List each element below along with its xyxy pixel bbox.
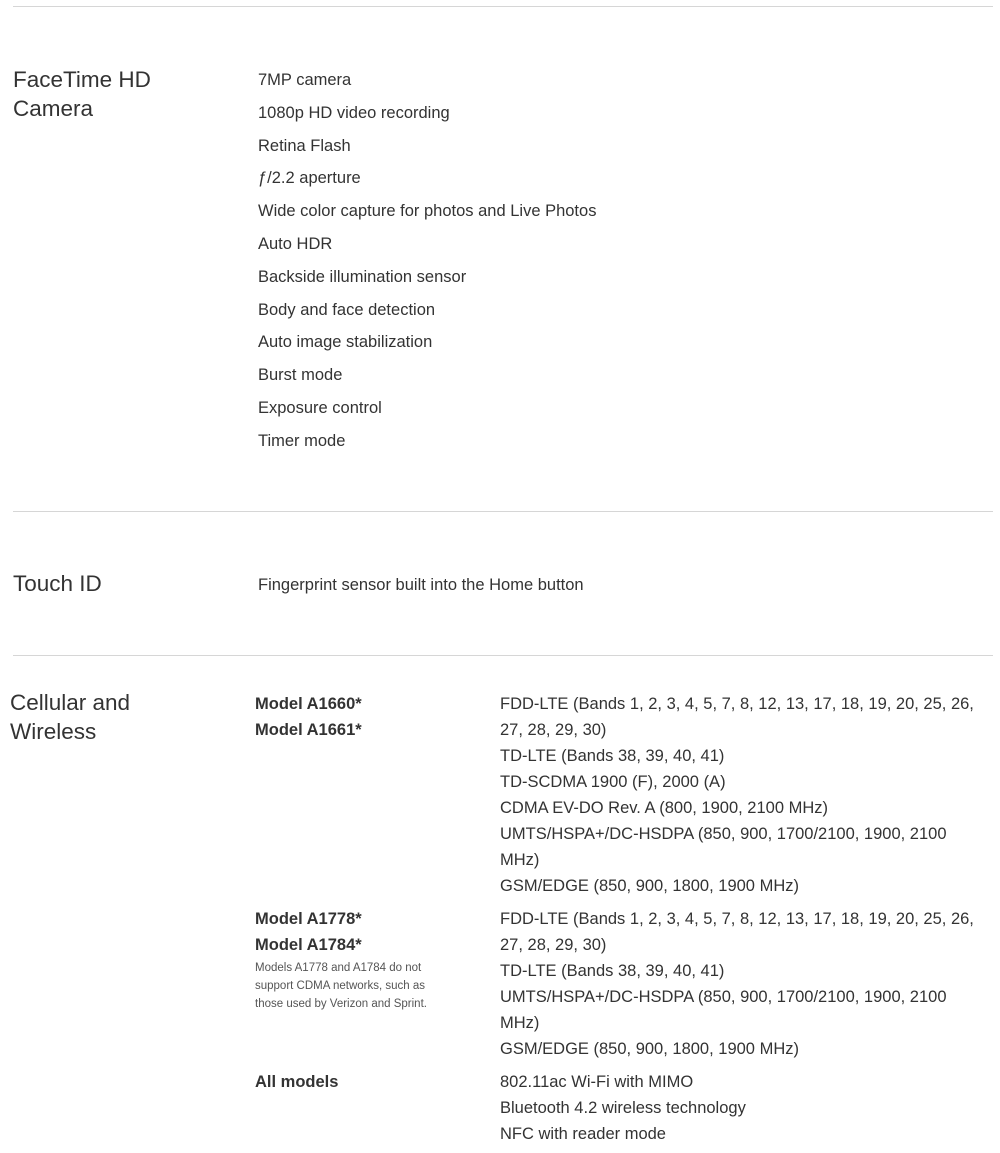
band-item: TD-LTE (Bands 38, 39, 40, 41) — [500, 962, 725, 980]
model-group-a1778-a1784 — [255, 906, 455, 1013]
band-list-all-models — [500, 1069, 980, 1147]
camera-spec-item: Auto HDR — [258, 234, 333, 253]
band-list-a1778-a1784 — [500, 906, 980, 1062]
camera-spec-item: Auto image stabilization — [258, 333, 433, 352]
camera-spec-item: Body and face detection — [258, 300, 436, 319]
band-item: GSM/EDGE (850, 900, 1800, 1900 MHz) — [500, 1040, 799, 1058]
camera-spec-item: Timer mode — [258, 431, 346, 450]
section-divider — [13, 511, 993, 512]
band-item: FDD-LTE (Bands 1, 2, 3, 4, 5, 7, 8, 12, 13, 17, 18, 19, 20, 25, 26, 27, 28, 29, 30) — [500, 910, 974, 954]
camera-spec-item: Backside illumination sensor — [258, 267, 467, 286]
camera-spec-item: 7MP camera — [258, 71, 352, 89]
camera-spec-item: Retina Flash — [258, 136, 351, 155]
band-list-a1660-a1661 — [500, 691, 980, 899]
model-name: Model A1661* — [255, 721, 362, 739]
band-item: Bluetooth 4.2 wireless technology — [500, 1099, 746, 1117]
model-name: All models — [255, 1073, 339, 1091]
model-group-all — [255, 1069, 338, 1095]
camera-spec-item: Wide color capture for photos and Live Photos — [258, 202, 597, 221]
touch-id-section-title: Touch ID — [13, 571, 102, 596]
model-group-a1660-a1661 — [255, 691, 362, 743]
camera-spec-item: Burst mode — [258, 366, 343, 385]
camera-spec-item: ƒ/2.2 aperture — [258, 169, 361, 188]
camera-spec-item: Exposure control — [258, 398, 382, 417]
band-item: UMTS/HSPA+/DC-HSDPA (850, 900, 1700/2100, 1900, 2100 MHz) — [500, 988, 947, 1032]
touch-id-spec-item: Fingerprint sensor built into the Home button — [258, 576, 584, 594]
model-name: Model A1778* — [255, 910, 362, 928]
band-item: CDMA EV-DO Rev. A (800, 1900, 2100 MHz) — [500, 799, 829, 817]
cellular-section-title: Cellular and Wireless — [10, 690, 131, 744]
model-name: Model A1784* — [255, 936, 362, 954]
band-item: TD-SCDMA 1900 (F), 2000 (A) — [500, 773, 726, 791]
camera-spec-item: 1080p HD video recording — [258, 103, 450, 122]
band-item: NFC with reader mode — [500, 1125, 666, 1143]
touch-id-spec-list — [258, 571, 584, 602]
section-divider-top — [13, 6, 993, 7]
camera-section-title: FaceTime HD Camera — [13, 67, 151, 121]
section-divider — [13, 655, 993, 656]
band-item: GSM/EDGE (850, 900, 1800, 1900 MHz) — [500, 877, 799, 895]
model-name: Model A1660* — [255, 695, 362, 713]
band-item: 802.11ac Wi-Fi with MIMO — [500, 1073, 694, 1091]
band-item: UMTS/HSPA+/DC-HSDPA (850, 900, 1700/2100, 1900, 2100 MHz) — [500, 825, 947, 869]
camera-spec-list — [258, 66, 596, 458]
band-item: FDD-LTE (Bands 1, 2, 3, 4, 5, 7, 8, 12, 13, 17, 18, 19, 20, 25, 26, 27, 28, 29, 30) — [500, 695, 974, 739]
band-item: TD-LTE (Bands 38, 39, 40, 41) — [500, 747, 725, 765]
model-footnote: Models A1778 and A1784 do not support CDMA networks, such as those used by Verizon and Sprint. — [255, 962, 427, 1010]
